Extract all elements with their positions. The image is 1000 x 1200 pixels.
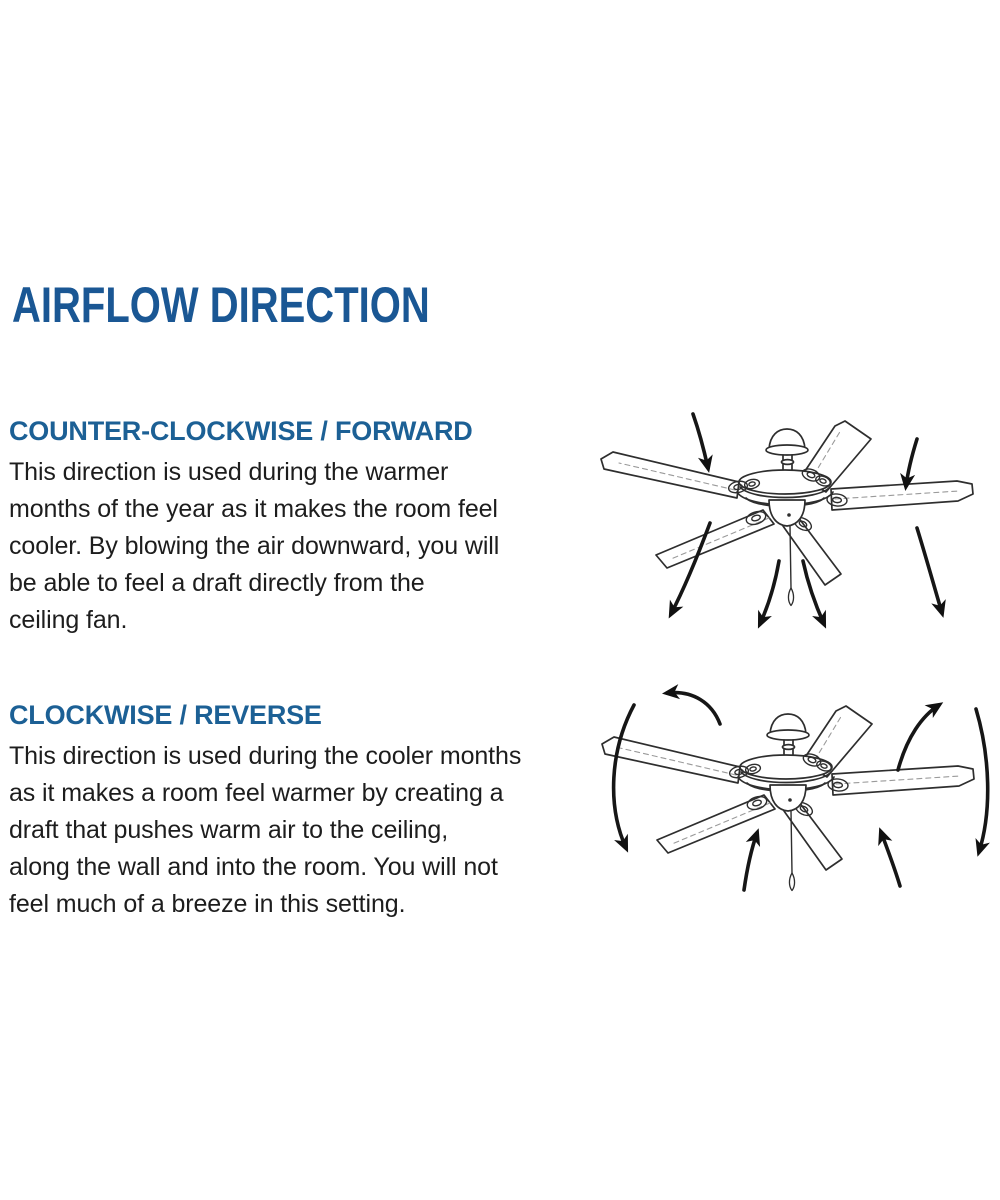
paragraph-line: This direction is used during the warmer	[9, 458, 449, 487]
paragraph-line: along the wall and into the room. You will not	[9, 853, 498, 882]
down-arrow-icon	[671, 523, 710, 614]
paragraph-line: as it makes a room feel warmer by creating a	[9, 779, 504, 808]
paragraph-line: feel much of a breeze in this setting.	[9, 890, 406, 919]
section-clockwise-reverse	[9, 701, 609, 923]
section-heading-clockwise: CLOCKWISE / REVERSE	[9, 700, 322, 730]
up-over-arrow-icon	[667, 693, 720, 724]
up-arrow-icon	[881, 832, 900, 886]
ceiling-fan-illustration	[602, 706, 974, 891]
wall-down-arrow-icon	[976, 709, 988, 852]
ceiling-fan-figure-reverse	[588, 676, 1000, 920]
down-arrow-icon	[906, 439, 917, 486]
down-arrow-icon	[693, 414, 708, 468]
wall-down-arrow-icon	[614, 705, 634, 848]
ceiling-fan-figure-forward	[589, 398, 1000, 660]
down-arrow-icon	[917, 528, 942, 613]
up-over-arrow-icon	[898, 705, 939, 770]
paragraph-line: be able to feel a draft directly from the	[9, 569, 425, 598]
section-counter-clockwise-forward	[9, 417, 609, 639]
paragraph-line: This direction is used during the cooler months	[9, 742, 522, 771]
paragraph-line: ceiling fan.	[9, 606, 128, 635]
down-arrow-icon	[760, 561, 779, 624]
paragraph-line: draft that pushes warm air to the ceiling,	[9, 816, 449, 845]
paragraph-line: cooler. By blowing the air downward, you will	[9, 532, 500, 561]
section-paragraph	[9, 454, 609, 639]
paragraph-line: months of the year as it makes the room feel	[9, 495, 498, 524]
page-title: AIRFLOW DIRECTION	[12, 277, 430, 333]
ceiling-fan-illustration	[601, 421, 973, 606]
section-heading-counter-clockwise: COUNTER-CLOCKWISE / FORWARD	[9, 416, 473, 446]
section-paragraph	[9, 738, 609, 923]
up-arrow-icon	[744, 833, 757, 890]
